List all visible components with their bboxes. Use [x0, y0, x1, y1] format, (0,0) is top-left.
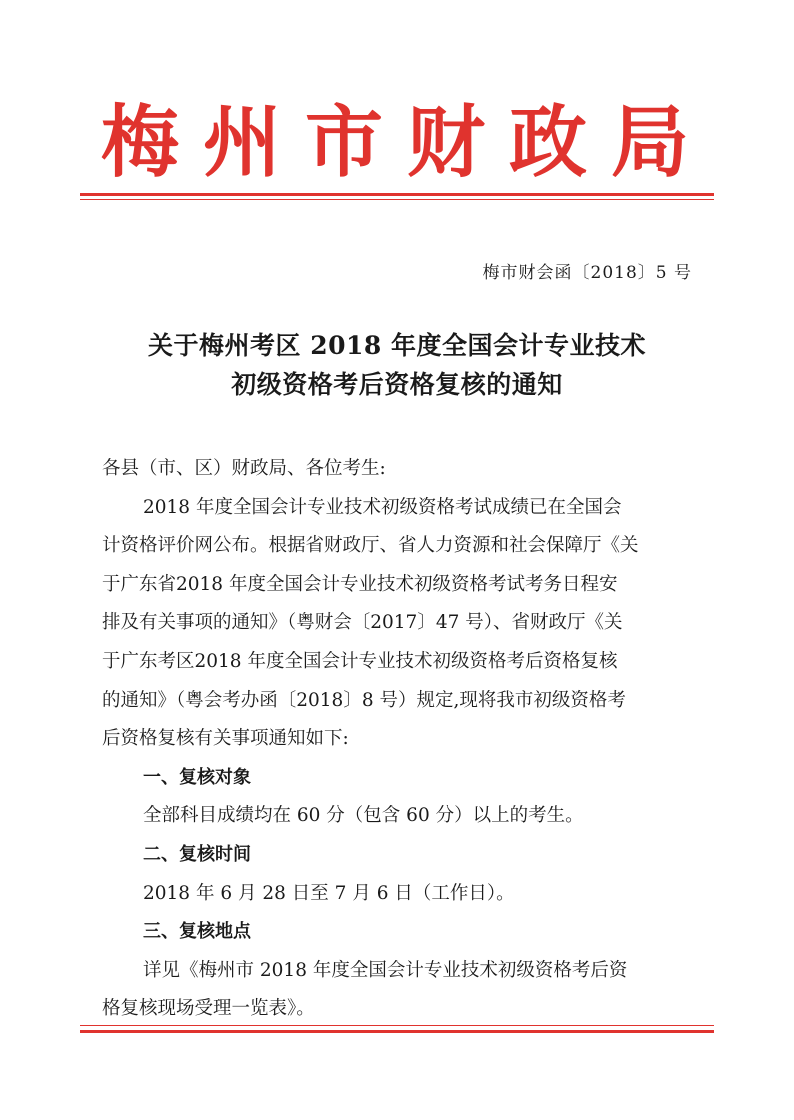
- footer-rule-thick: [80, 1030, 714, 1033]
- salutation: 各县（市、区）财政局、各位考生:: [102, 458, 386, 479]
- letterhead-org-name: 梅州市财政局: [100, 98, 713, 188]
- footer-rule-thin: [80, 1025, 714, 1026]
- intro-line: 计资格评价网公布。根据省财政厅、省人力资源和社会保障厅《关: [102, 535, 639, 557]
- section-line: 详见《梅州市 2018 年度全国会计专业技术初级资格考后资: [143, 959, 628, 981]
- header-rule-thin: [80, 199, 714, 200]
- section-line: 格复核现场受理一览表》。: [102, 998, 315, 1020]
- section-line: 全部科目成绩均在 60 分（包含 60 分）以上的考生。: [143, 805, 584, 827]
- intro-line: 的通知》（粤会考办函〔2018〕8 号）规定,现将我市初级资格考: [102, 689, 626, 711]
- intro-line: 2018 年度全国会计专业技术初级资格考试成绩已在全国会: [143, 496, 622, 518]
- notice-body: [102, 450, 710, 1029]
- intro-line: 于广东考区2018 年度全国会计专业技术初级资格考后资格复核: [102, 650, 618, 672]
- intro-line: 后资格复核有关事项通知如下:: [102, 728, 349, 750]
- notice-title: [0, 326, 794, 404]
- intro-line: 于广东省2018 年度全国会计专业技术初级资格考试考务日程安: [102, 573, 618, 595]
- intro-line: 排及有关事项的通知》（粤财会〔2017〕47 号）、省财政厅《关: [102, 612, 623, 634]
- section-heading: 一、复核对象: [143, 766, 251, 788]
- notice-title-line: 关于梅州考区 2018 年度全国会计专业技术: [148, 331, 646, 360]
- section-line: 2018 年 6 月 28 日至 7 月 6 日（工作日）。: [143, 882, 515, 904]
- section-heading: 二、复核时间: [143, 843, 251, 865]
- header-rule-thick: [80, 193, 714, 196]
- notice-title-line: 初级资格考后资格复核的通知: [231, 370, 563, 399]
- section-heading: 三、复核地点: [143, 921, 251, 943]
- document-number: 梅市财会函〔2018〕5 号: [482, 263, 692, 283]
